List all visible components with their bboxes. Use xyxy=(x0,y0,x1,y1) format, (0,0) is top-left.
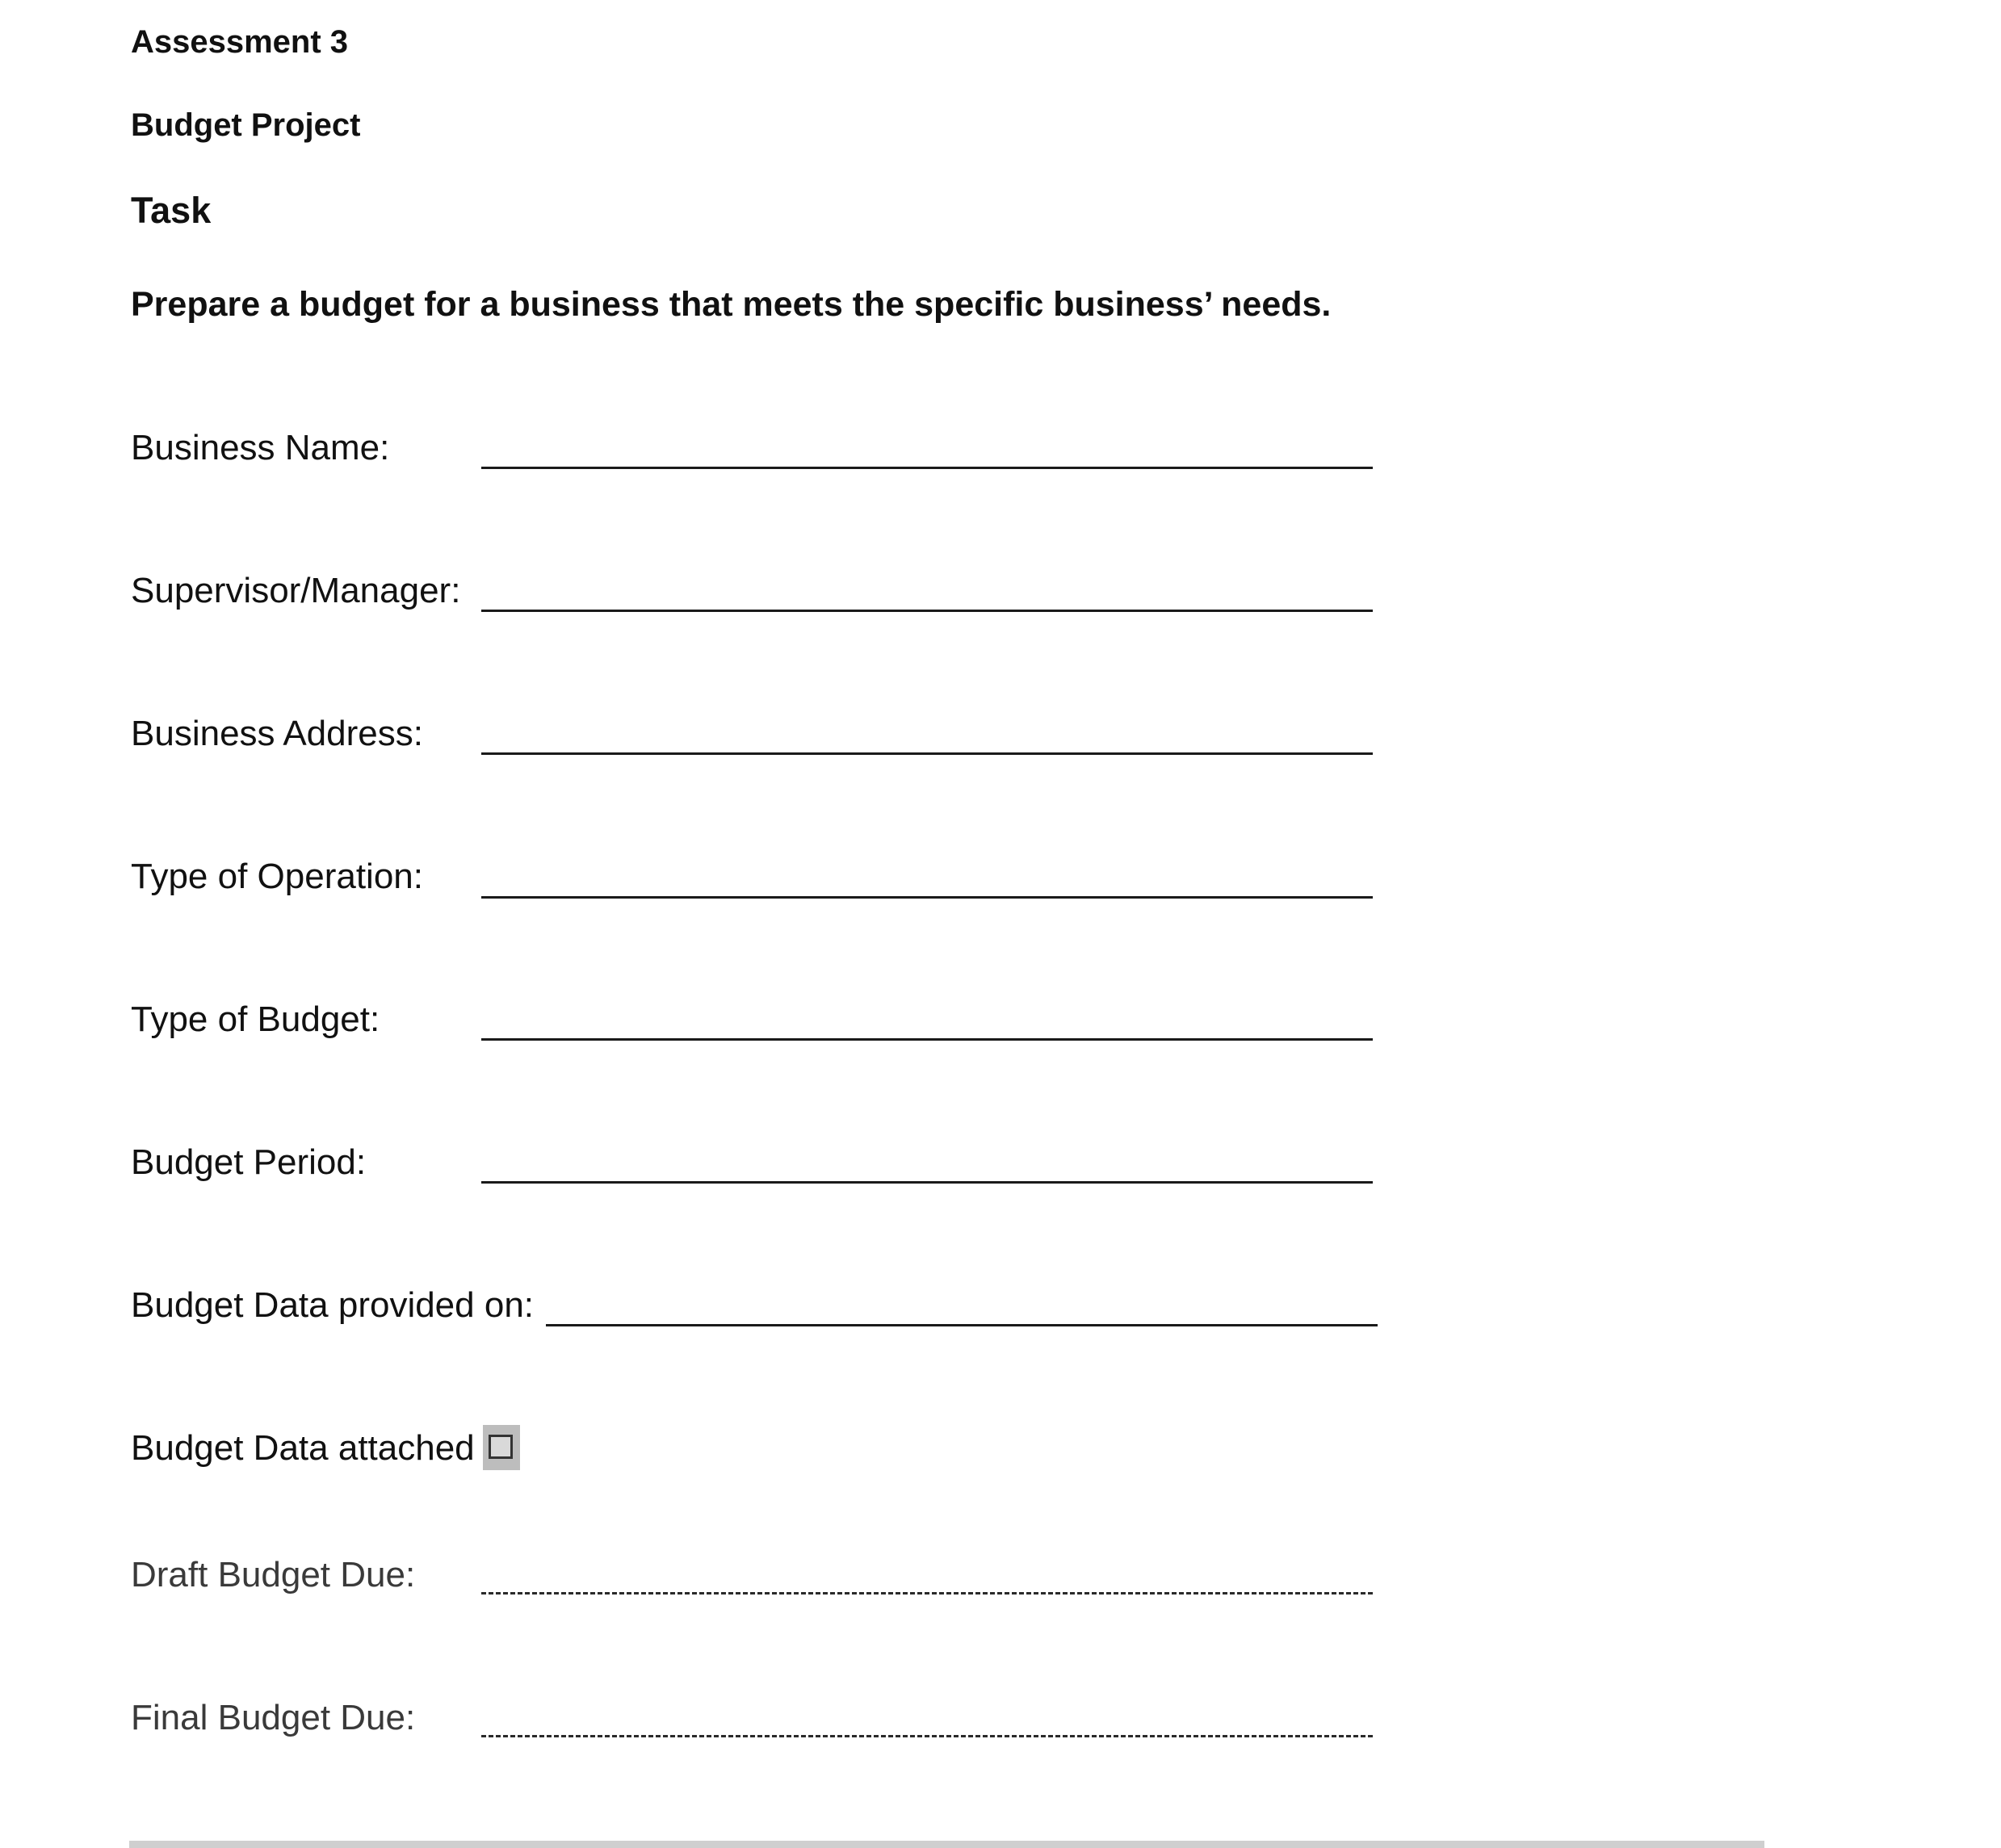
draft-budget-due-line[interactable] xyxy=(481,1592,1373,1594)
data-attached-label: Budget Data attached xyxy=(131,1428,475,1468)
supervisor-label: Supervisor/Manager: xyxy=(131,571,461,610)
final-budget-due-label: Final Budget Due: xyxy=(131,1698,416,1737)
data-provided-on-label: Budget Data provided on: xyxy=(131,1285,535,1325)
task-instruction: Prepare a budget for a business that meets the specific business’ needs. xyxy=(131,285,1332,324)
checkbox-square-icon xyxy=(489,1435,513,1459)
budget-period-label: Budget Period: xyxy=(131,1142,367,1182)
final-budget-due-line[interactable] xyxy=(481,1735,1373,1737)
business-address-line[interactable] xyxy=(481,752,1373,755)
budget-period-line[interactable] xyxy=(481,1181,1373,1184)
assessment-title: Assessment 3 xyxy=(131,24,349,60)
type-of-budget-line[interactable] xyxy=(481,1038,1373,1041)
draft-budget-due-label: Draft Budget Due: xyxy=(131,1555,416,1594)
type-of-operation-label: Type of Operation: xyxy=(131,857,423,896)
data-provided-on-line[interactable] xyxy=(546,1324,1378,1326)
business-name-line[interactable] xyxy=(481,467,1373,469)
type-of-operation-line[interactable] xyxy=(481,896,1373,899)
data-attached-checkbox[interactable] xyxy=(483,1425,520,1470)
task-heading: Task xyxy=(131,190,212,231)
supervisor-line[interactable] xyxy=(481,610,1373,612)
project-title: Budget Project xyxy=(131,107,361,143)
page-bottom-divider xyxy=(129,1841,1764,1848)
business-name-label: Business Name: xyxy=(131,428,390,467)
business-address-label: Business Address: xyxy=(131,714,423,753)
type-of-budget-label: Type of Budget: xyxy=(131,999,380,1039)
